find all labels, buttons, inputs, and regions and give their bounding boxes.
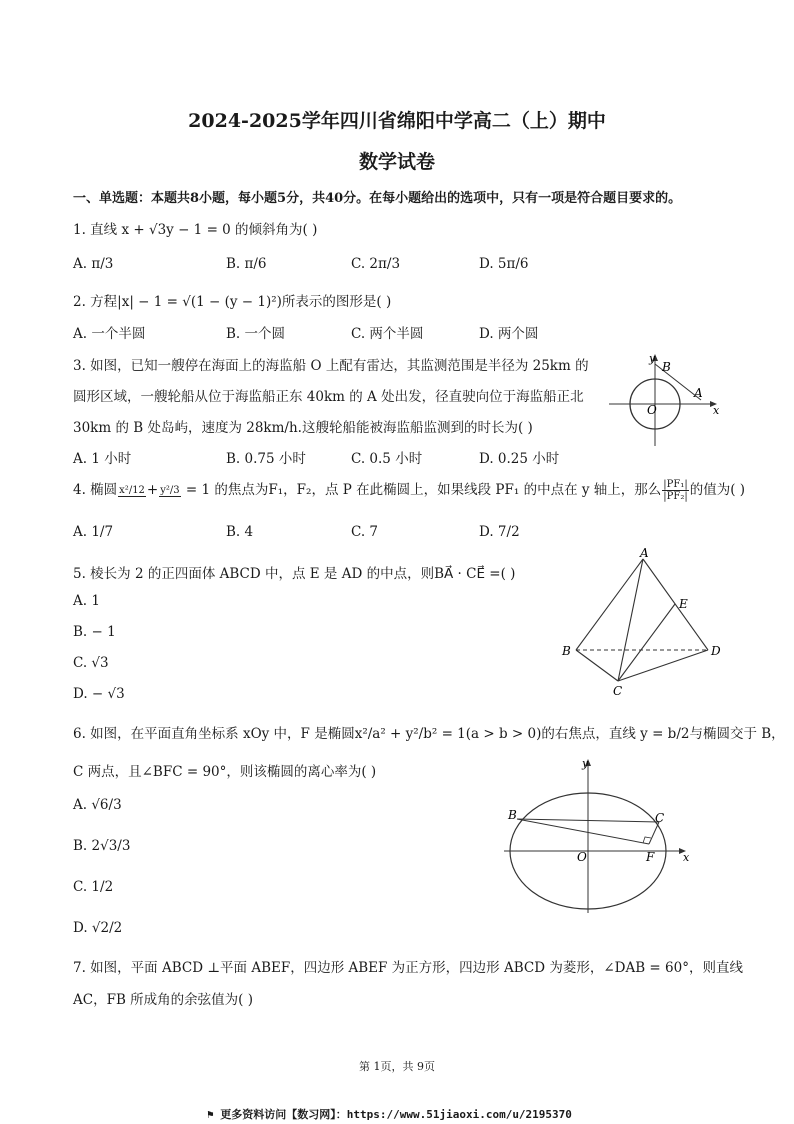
q5-label-b: B [562, 644, 571, 658]
q3-option-d: D. 0.25 小时 [479, 451, 560, 467]
q4-ellipse-x-term: x²/12 [119, 484, 145, 496]
q5-label-c: C [613, 684, 623, 698]
q4-ellipse-y-term: y²/3 [160, 484, 180, 496]
q3-line2: 圆形区域，一艘轮船从位于海监船正东 40km 的 A 处出发，径直驶向位于海监船正北 [73, 389, 584, 405]
q4-stem: 4. 椭圆 x²/12 + y²/3 = 1 的焦点为F₁，F₂，点 P 在此椭圆上，如果线段 PF₁ 的中点在 y 轴上，那么 $\frac{\text{|PF₁|}}{\text{|PF₂|}}$ 的值为( ) [73, 479, 746, 502]
q5-label-d: D [711, 644, 721, 658]
page-subtitle: 数学试卷 [358, 151, 435, 173]
q3-option-b: B. 0.75 小时 [226, 451, 306, 467]
q3-option-a: A. 1 小时 [73, 451, 132, 467]
resource-banner [207, 1106, 572, 1122]
q3-label-a: A [694, 386, 703, 400]
q2-option-c: C. 两个半圆 [351, 326, 424, 342]
q6-option-c: C. 1/2 [73, 879, 114, 895]
section-heading: 一、单选题：本题共8小题，每小题5分，共40分。在每小题给出的选项中，只有一项是符合题目要求的。 [73, 191, 682, 206]
q6-label-c: C [655, 811, 665, 825]
q3-label-x: x [713, 404, 720, 417]
q4-option-a: A. 1/7 [73, 524, 114, 540]
q5-segment-ce [618, 604, 675, 681]
q6-label-x: x [683, 851, 690, 864]
q3-label-b: B [662, 360, 671, 374]
q4-option-c: C. 7 [351, 524, 379, 540]
q4-stem-b: = 1 的焦点为F₁，F₂，点 P 在此椭圆上，如果线段 PF₁ 的中点在 y 轴上，那么 [181, 482, 662, 498]
q1-option-c: C. 2π/3 [351, 256, 401, 272]
q6-option-b: B. 2√3/3 [73, 838, 131, 854]
q3-label-o: O [647, 403, 657, 417]
q6-figure [500, 755, 700, 915]
q2-option-d: D. 两个圆 [479, 326, 539, 342]
q2-option-b: B. 一个圆 [226, 326, 286, 342]
q2-stem: 2. 方程|x| − 1 = √(1 − (y − 1)²)所表示的图形是( ) [73, 294, 392, 310]
q1-option-a: A. π/3 [73, 256, 114, 272]
q4-ratio: $\frac{\text{|PF₁|}}{\text{|PF₂|}}$ [663, 479, 688, 502]
q5-label-e: E [679, 597, 688, 611]
q3-line1: 3. 如图，已知一艘停在海面上的海监船 O 上配有雷达，其监测范围是半径为 25km 的 [73, 358, 589, 374]
q5-stem: 5. 棱长为 2 的正四面体 ABCD 中，点 E 是 AD 的中点，则BA⃗ · CE⃗ =( ) [73, 566, 516, 582]
q4-stem-c: 的值为( ) [689, 482, 746, 498]
q5-edge-ab [576, 559, 643, 650]
q6-line2: C 两点，且∠BFC = 90°，则该椭圆的离心率为( ) [73, 764, 377, 780]
q4-option-b: B. 4 [226, 524, 254, 540]
q5-figure [558, 545, 728, 700]
q1-option-d: D. 5π/6 [479, 256, 529, 272]
flag-icon: ⚑ [207, 1108, 214, 1121]
q5-edge-ad [643, 559, 708, 650]
q6-label-b: B [508, 808, 517, 822]
q1-stem: 1. 直线 x + √3y − 1 = 0 的倾斜角为( ) [73, 222, 318, 238]
q6-label-o: O [577, 850, 587, 864]
q5-option-a: A. 1 [73, 593, 100, 609]
q7-line2: AC，FB 所成角的余弦值为( ) [73, 992, 253, 1008]
q5-option-b: B. − 1 [73, 624, 116, 640]
q3-option-c: C. 0.5 小时 [351, 451, 423, 467]
q4-option-d: D. 7/2 [479, 524, 520, 540]
q6-option-d: D. √2/2 [73, 920, 123, 936]
q1-option-b: B. π/6 [226, 256, 267, 272]
page-number: 第 1页，共 9页 [359, 1060, 435, 1073]
q6-label-f: F [646, 850, 655, 864]
q5-edge-ac [618, 559, 643, 681]
q6-label-y: y [582, 757, 589, 770]
q7-line1: 7. 如图，平面 ABCD ⊥平面 ABEF，四边形 ABEF 为正方形，四边形 ABCD 为菱形，∠DAB = 60°，则直线 [73, 960, 743, 976]
q6-segment-bf [517, 819, 649, 844]
q2-option-a: A. 一个半圆 [73, 326, 146, 342]
q5-edge-cd [618, 650, 708, 681]
q5-option-d: D. − √3 [73, 686, 125, 702]
page-title: 2024-2025学年四川省绵阳中学高二（上）期中 [188, 110, 606, 132]
q5-edge-bc [576, 650, 618, 681]
q6-line1: 6. 如图，在平面直角坐标系 xOy 中，F 是椭圆x²/a² + y²/b² = 1(a > b > 0)的右焦点，直线 y = b/2与椭圆交于 B， [73, 726, 785, 742]
q6-segment-cf [649, 822, 659, 844]
q3-label-y: y [649, 352, 656, 365]
q4-stem-a: 4. 椭圆 [73, 482, 118, 498]
q5-option-c: C. √3 [73, 655, 109, 671]
banner-text: 更多资料访问【数习网】：https://www.51jiaoxi.com/u/2195370 [220, 1108, 572, 1121]
q3-line3: 30km 的 B 处岛屿，速度为 28km/h.这艘轮船能被海监船监测到的时长为( ) [73, 420, 533, 436]
q3-figure [605, 350, 725, 448]
q6-option-a: A. √6/3 [73, 797, 122, 813]
q5-label-a: A [640, 546, 649, 560]
